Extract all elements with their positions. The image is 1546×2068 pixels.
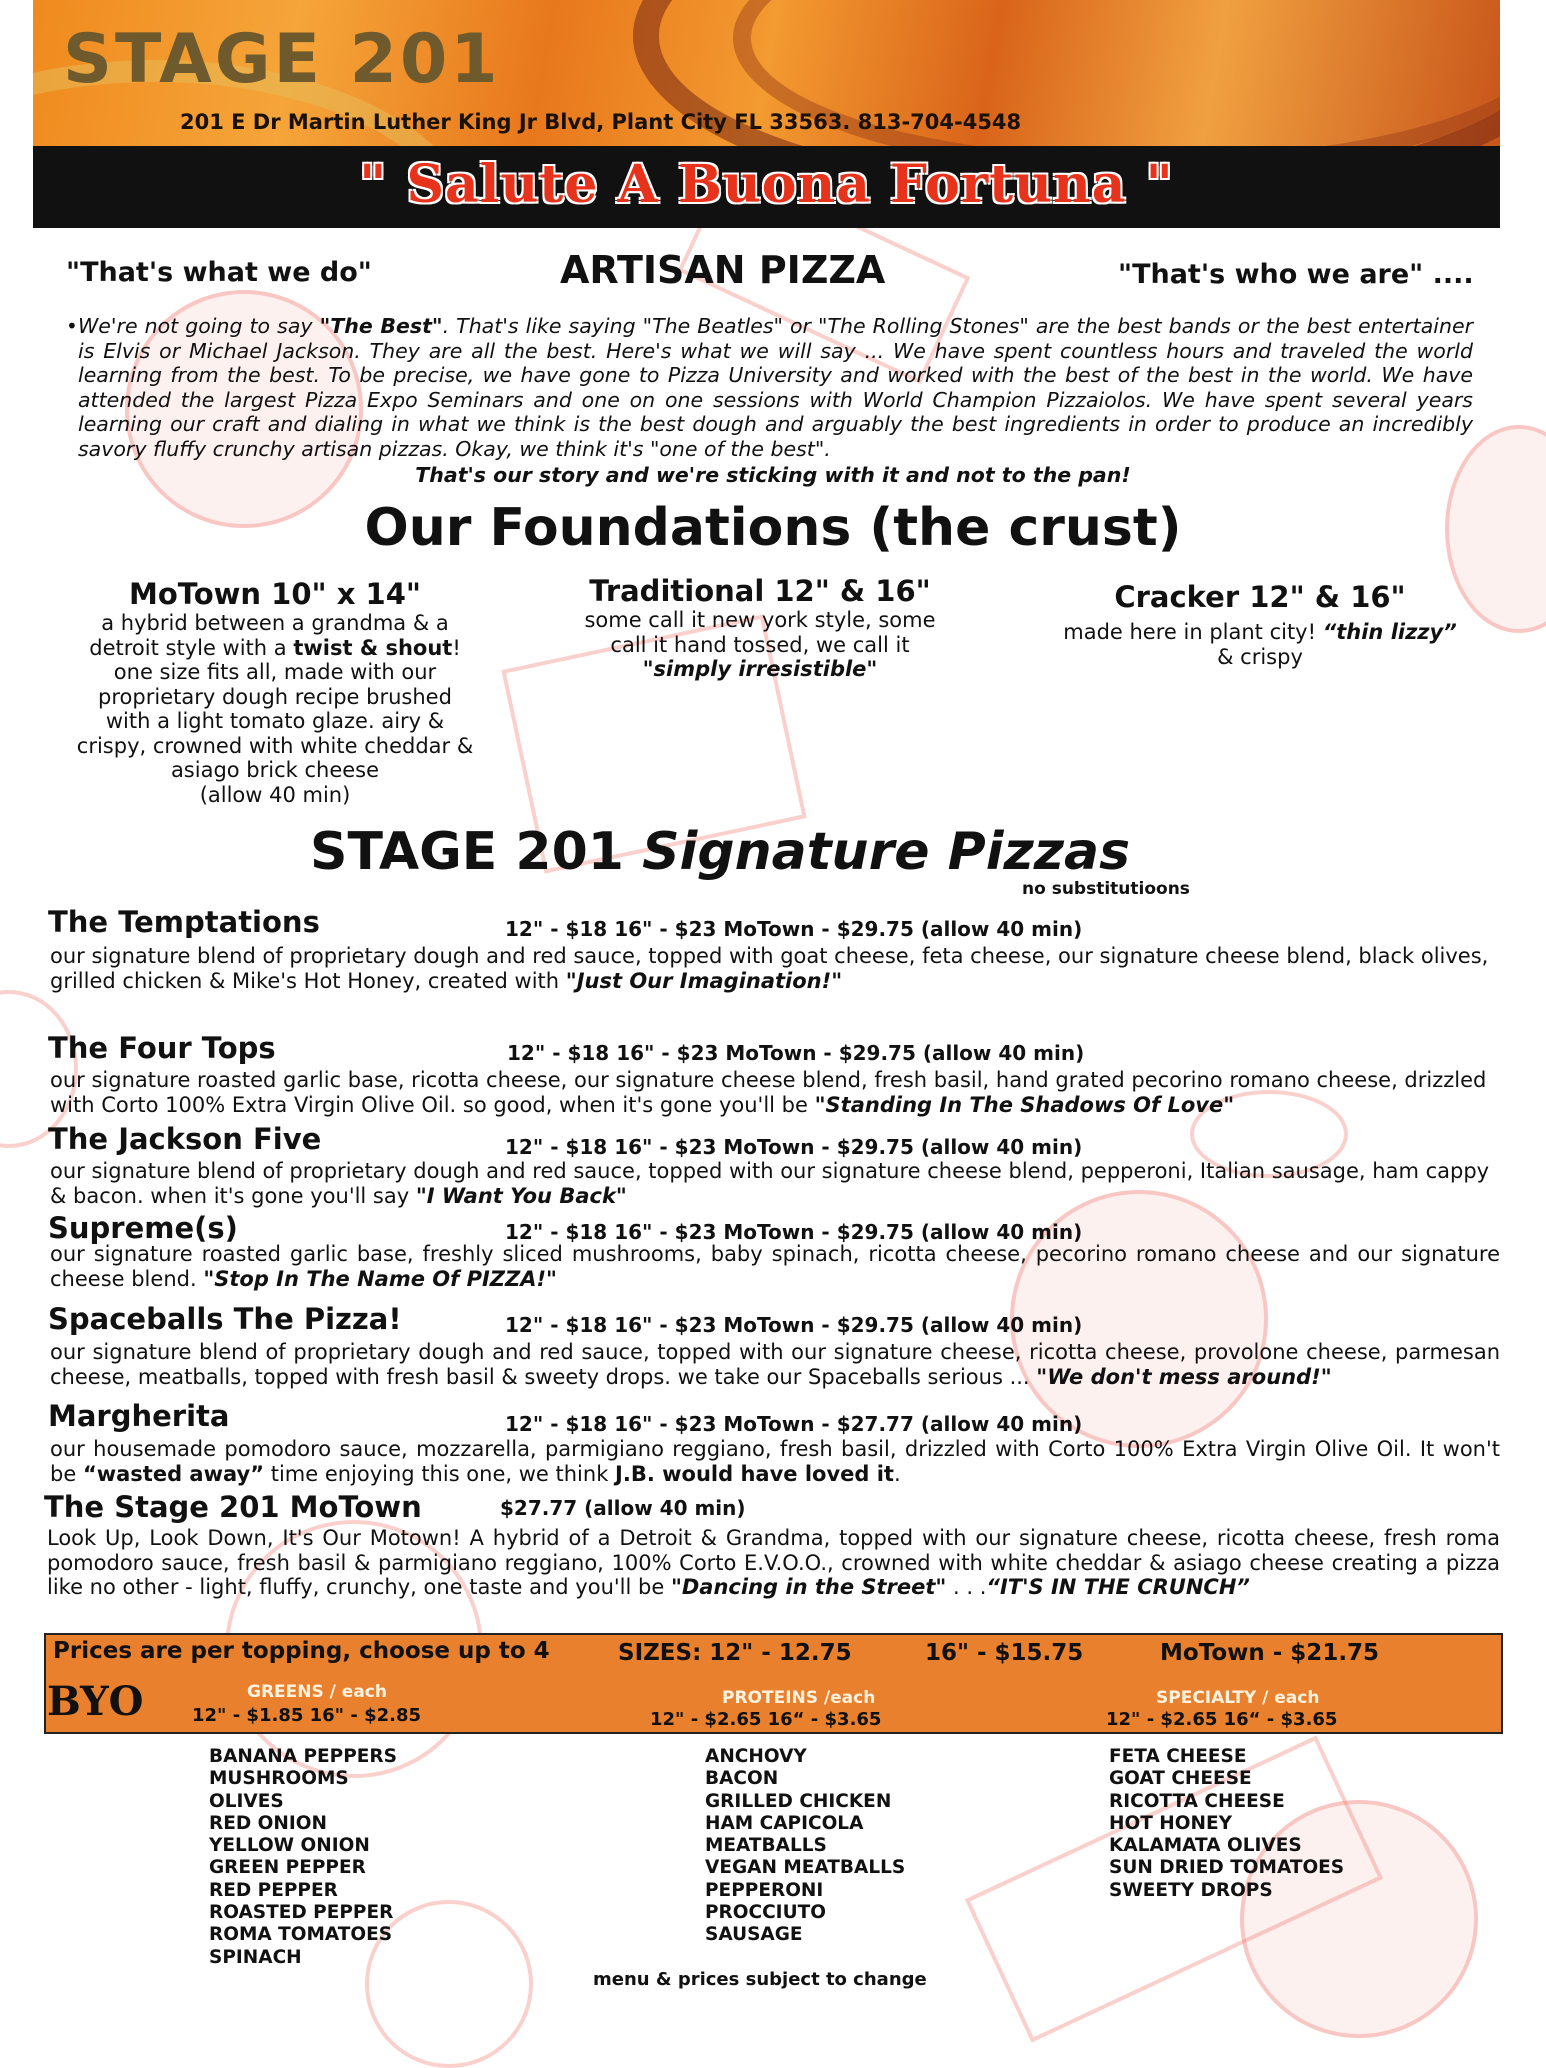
pizza-desc: our housemade pomodoro sauce, mozzarella, parmigiano reggiano, fresh basil, drizzled with Corto 100% Extra Virgin Olive Oil. It won't be “wasted away” time enjoying this one, we think J.B. would have loved it. xyxy=(50,1437,1500,1486)
list-item: HAM CAPICOLA xyxy=(705,1812,864,1834)
crust-title: Traditional 12" & 16" xyxy=(589,574,931,608)
crust-traditional xyxy=(560,574,960,682)
pizza-desc: our signature roasted garlic base, ricotta cheese, our signature cheese blend, fresh basil, hand grated pecorino romano cheese, drizzled with Corto 100% Extra Virgin Olive Oil. so good, when it's gone you'll be "Standing In The Shadows Of Love" xyxy=(50,1068,1487,1117)
list-item: FETA CHEESE xyxy=(1109,1746,1247,1767)
list-item: PROCCIUTO xyxy=(705,1902,826,1924)
story-line: That's our story and we're sticking with it and not to the pan! xyxy=(415,463,1131,487)
list-item: SAUSAGE xyxy=(705,1924,803,1946)
list-item: SPINACH xyxy=(209,1946,302,1968)
slogan: " Salute A Buona Fortuna " xyxy=(359,154,1174,215)
intro-text: We're not going to say xyxy=(78,314,320,338)
byo-size-12: SIZES: 12" - 12.75 xyxy=(618,1640,852,1666)
byo-size-motown: MoTown - $21.75 xyxy=(1160,1640,1380,1666)
crust-title: Cracker 12" & 16" xyxy=(1114,580,1406,614)
pizza-name: Margherita xyxy=(48,1399,230,1433)
crust-desc: made here in plant city! “thin lizzy” & crispy xyxy=(1063,620,1457,669)
pizza-desc: our signature blend of proprietary dough and red sauce, topped with our signature cheese, ricotta cheese, provolone cheese, parmesan cheese, meatballs, topped with fresh basil & sweety drops. we take our Spaceballs serious ... "We don't mess around!" xyxy=(50,1340,1500,1389)
pizza-desc: our signature roasted garlic base, freshly sliced mushrooms, baby spinach, ricotta cheese, pecorino romano cheese and our signature cheese blend. "Stop In The Name Of PIZZA!" xyxy=(50,1242,1500,1291)
byo-instruction: Prices are per topping, choose up to 4 xyxy=(53,1638,550,1664)
byo-size-16: 16" - $15.75 xyxy=(925,1640,1084,1666)
list-item: GOAT CHEESE xyxy=(1109,1768,1252,1790)
greens-list xyxy=(209,1746,397,1969)
list-item: MUSHROOMS xyxy=(209,1768,349,1790)
footer-note: menu & prices subject to change xyxy=(593,1969,927,1990)
list-item: VEGAN MEATBALLS xyxy=(705,1857,906,1879)
crust-desc: a hybrid between a grandma & a detroit style with a twist & shout! one size fits all, made with our proprietary dough recipe brushed with a light tomato glaze. airy & crispy, crowned with white cheddar & asiago brick cheese xyxy=(76,611,474,782)
list-item: ANCHOVY xyxy=(705,1746,807,1767)
specialty-prices: 12" - $2.65 16“ - $3.65 xyxy=(1106,1709,1338,1730)
specialty-label: SPECIALTY / each xyxy=(1156,1688,1320,1708)
pizza-desc: our signature blend of proprietary dough and red sauce, topped with our signature cheese blend, pepperoni, Italian sausage, ham cappy & bacon. when it's gone you'll say "I Want You Back" xyxy=(50,1159,1490,1208)
specialty-list xyxy=(1109,1746,1344,1902)
list-item: RED ONION xyxy=(209,1812,327,1834)
list-item: ROASTED PEPPER xyxy=(209,1902,394,1924)
list-item: KALAMATA OLIVES xyxy=(1109,1835,1302,1857)
foundations-heading: Our Foundations (the crust) xyxy=(364,498,1182,558)
pizza-name: Supreme(s) xyxy=(48,1211,238,1245)
byo-title: BYO xyxy=(47,1678,144,1725)
list-item: MEATBALLS xyxy=(705,1835,827,1857)
pizza-name: The Jackson Five xyxy=(48,1122,322,1156)
pizza-prices: 12" - $18 16" - $23 MoTown - $29.75 (allow 40 min) xyxy=(507,1041,1085,1065)
left-tagline: "That's what we do" xyxy=(66,257,372,288)
pizza-prices: $27.77 (allow 40 min) xyxy=(500,1496,746,1520)
brand-title: STAGE 201 xyxy=(63,20,501,99)
list-item: OLIVES xyxy=(209,1790,284,1812)
right-tagline: "That's who we are" .... xyxy=(1118,259,1474,290)
pizza-prices: 12" - $18 16" - $23 MoTown - $29.75 (allow 40 min) xyxy=(505,1220,1083,1244)
pizza-desc: Look Up, Look Down, It's Our Motown! A hybrid of a Detroit & Grandma, topped with our signature cheese, ricotta cheese, fresh roma pomodoro sauce, fresh basil & parmigiano reggiano, 100% Corto E.V.O.O., crowned with white cheddar & asiago cheese creating a pizza like no other - light, fluffy, crunchy, one taste and you'll be "Dancing in the Street" . . .“IT'S IN THE CRUNCH” xyxy=(47,1526,1500,1599)
list-item: BANANA PEPPERS xyxy=(209,1746,397,1767)
artisan-title: ARTISAN PIZZA xyxy=(560,248,886,292)
pizza-prices: 12" - $18 16" - $23 MoTown - $29.75 (allow 40 min) xyxy=(505,1313,1083,1337)
pizza-name: The Stage 201 MoTown xyxy=(44,1490,422,1524)
intro-bold: "The Best" xyxy=(319,314,443,338)
greens-label: GREENS / each xyxy=(247,1682,387,1702)
list-item: GREEN PEPPER xyxy=(209,1857,366,1879)
intro-text: . That's like saying "The Beatles" or "The Rolling Stones" are the best bands or the best entertainer is Elvis or Michael Jackson. They are all the best. Here's what we will say ... We have spent countless hours and traveled the world learning from the best. To be precise, we have gone to Pizza University and worked with the best of the best in the world. We have attended the largest Pizza Expo Seminars and one on one sessions with World Champion Pizzaiolos. We have spent several years learning our craft and dialing in what we think is the best dough and arguably the best ingredients in order to produce an incredibly savory fluffy crunchy artisan pizzas. Okay, we think it's "one of the best". xyxy=(78,314,1473,461)
list-item: YELLOW ONION xyxy=(209,1835,370,1857)
pizza-prices: 12" - $18 16" - $23 MoTown - $29.75 (allow 40 min) xyxy=(505,1135,1083,1159)
pizza-prices: 12" - $18 16" - $23 MoTown - $29.75 (allow 40 min) xyxy=(505,917,1083,941)
crust-note: (allow 40 min) xyxy=(199,782,351,807)
list-item: BACON xyxy=(705,1768,779,1790)
list-item: PEPPERONI xyxy=(705,1879,824,1901)
pizza-name: Spaceballs The Pizza! xyxy=(48,1302,402,1336)
list-item: RED PEPPER xyxy=(209,1879,338,1901)
pizza-prices: 12" - $18 16" - $23 MoTown - $27.77 (allow 40 min) xyxy=(505,1412,1083,1436)
list-item: SUN DRIED TOMATOES xyxy=(1109,1857,1345,1879)
crust-cracker xyxy=(1050,580,1470,669)
no-substitutions-note: no substitutioons xyxy=(1022,879,1190,899)
intro-paragraph xyxy=(78,314,1473,461)
list-item: HOT HONEY xyxy=(1109,1812,1232,1834)
proteins-prices: 12" - $2.65 16“ - $3.65 xyxy=(650,1709,882,1730)
address-phone: 201 E Dr Martin Luther King Jr Blvd, Plant City FL 33563. 813-704-4548 xyxy=(180,110,1022,134)
signature-heading: STAGE 201 Signature Pizzas xyxy=(310,822,1131,882)
crust-title: MoTown 10" x 14" xyxy=(129,577,421,611)
list-item: RICOTTA CHEESE xyxy=(1109,1790,1285,1812)
crust-desc: some call it new york style, some call it hand tossed, we call it "simply irresistible" xyxy=(584,608,936,681)
pizza-desc: our signature blend of proprietary dough and red sauce, topped with goat cheese, feta cheese, our signature cheese blend, black olives, grilled chicken & Mike's Hot Honey, created with "Just Our Imagination!" xyxy=(50,944,1489,993)
pizza-name: The Temptations xyxy=(48,905,320,939)
list-item: GRILLED CHICKEN xyxy=(705,1790,892,1812)
bullet: • xyxy=(66,314,78,338)
proteins-label: PROTEINS /each xyxy=(722,1688,876,1708)
crust-motown xyxy=(75,577,475,807)
list-item: ROMA TOMATOES xyxy=(209,1924,393,1946)
greens-prices: 12" - $1.85 16" - $2.85 xyxy=(192,1705,421,1726)
pizza-name: The Four Tops xyxy=(48,1031,276,1065)
list-item: SWEETY DROPS xyxy=(1109,1879,1273,1901)
proteins-list xyxy=(705,1746,905,1947)
